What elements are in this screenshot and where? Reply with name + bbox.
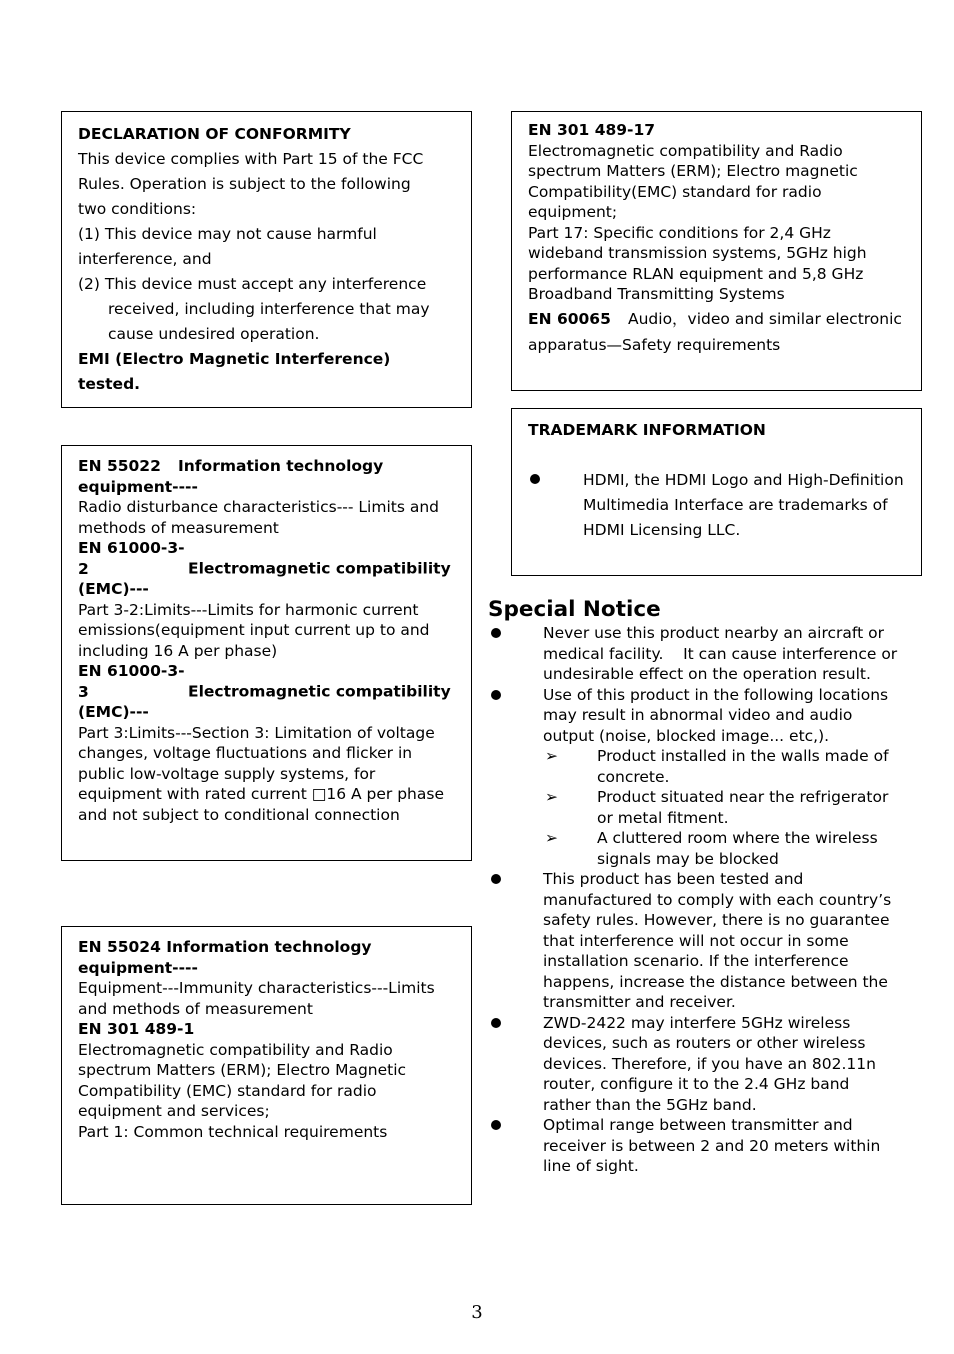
notice-sub-1: Product installed in the walls made of concrete. — [597, 747, 889, 786]
special-notice-list — [488, 623, 898, 1177]
bullet-dot-icon — [488, 1013, 543, 1116]
declaration-condition-2: (2) This device must accept any interference received, including interference that may cause undesired operation. — [78, 275, 430, 343]
en301-489-17-box — [511, 111, 922, 391]
bullet-dot-icon — [528, 468, 583, 543]
declaration-condition-1: (1) This device may not cause harmful interference, and — [78, 225, 377, 268]
en301-489-1-code: EN 301 489-1 — [78, 1020, 195, 1038]
trademark-title: TRADEMARK INFORMATION — [528, 421, 766, 439]
page-number: 3 — [471, 1302, 483, 1323]
notice-item-2: Use of this product in the following locations may result in abnormal video and audio output (noise, blocked image... etc,). — [543, 685, 889, 745]
bullet-dot-icon — [488, 623, 543, 685]
special-notice-title: Special Notice — [488, 597, 661, 622]
declaration-line-1: This device complies with Part 15 of the FCC — [78, 150, 424, 168]
sub-list-item — [543, 828, 898, 869]
en61000-3-3-desc: Part 3:Limits---Section 3: Limitation of voltage changes, voltage fluctuations and flicker in public low-voltage supply systems, for equipment with rated current □16 A per phase and not subject to conditional connection — [78, 723, 444, 824]
en60065-desc: Audio，video and similar electronic apparatus—Safety requirements — [528, 309, 902, 354]
declaration-title: DECLARATION OF CONFORMITY — [78, 125, 351, 143]
trademark-item — [528, 468, 905, 543]
notice-item-4: ZWD-2422 may interfere 5GHz wireless devices, such as routers or other wireless devices. Therefore, if you have an 802.11n router, configure it to the 2.4 GHz band rather than the 5GHz band. — [543, 1013, 876, 1114]
sub-list-item — [543, 746, 898, 787]
en301-489-17-part: Part 17: Specific conditions for 2,4 GHz wideband transmission systems, 5GHz high performance RLAN equipment and 5,8 GHz Broadband Transmitting Systems — [528, 223, 867, 303]
declaration-line-3: two conditions: — [78, 200, 197, 218]
bullet-dot-icon — [488, 1115, 543, 1177]
list-item — [488, 1013, 898, 1116]
notice-item-3: This product has been tested and manufactured to comply with each country’s safety rules. However, there is no guarantee that interference will not occur in some installation scenario. If the interference happens, increase the distance between the transmitter and receiver. — [543, 870, 892, 1011]
en61000-3-3-heading — [78, 661, 455, 723]
en61000-3-2-desc: Part 3-2:Limits---Limits for harmonic current emissions(equipment input current up to and including 16 A per phase) — [78, 600, 430, 660]
en55022-heading — [78, 456, 455, 497]
sub-list-item — [543, 787, 898, 828]
notice-item-1: Never use this product nearby an aircraft or medical facility. It can cause interference or undesirable effect on the operation result. — [543, 624, 898, 683]
en61000-3-2-code: EN 61000-3-2 — [78, 539, 185, 578]
en55022-title: Information technology equipment---- — [78, 457, 384, 496]
list-item — [488, 869, 898, 1013]
list-item — [488, 685, 898, 747]
en55022-desc: Radio disturbance characteristics--- Limits and methods of measurement — [78, 498, 440, 537]
en55022-code: EN 55022 — [78, 457, 161, 475]
arrow-bullet-icon: ➢ — [545, 747, 558, 765]
arrow-bullet-icon: ➢ — [545, 829, 558, 847]
en301-489-1-part: Part 1: Common technical requirements — [78, 1122, 388, 1141]
list-item — [488, 1115, 898, 1177]
declaration-line-2: Rules. Operation is subject to the following — [78, 175, 411, 193]
en61000-3-3-title: Electromagnetic compatibility (EMC)--- — [78, 682, 451, 721]
bullet-dot-icon — [488, 869, 543, 1013]
notice-item-5: Optimal range between transmitter and receiver is between 2 and 20 meters within line of sight. — [543, 1116, 881, 1175]
en301-489-17-code: EN 301 489-17 — [528, 121, 656, 139]
en55024-heading: EN 55024 Information technology equipment---- — [78, 938, 372, 977]
list-item — [488, 623, 898, 685]
emi-tested: EMI (Electro Magnetic Interference) tested. — [78, 350, 391, 393]
en55022-box — [61, 445, 472, 861]
en60065-line — [528, 306, 905, 358]
en61000-3-2-heading — [78, 538, 455, 600]
arrow-bullet-icon: ➢ — [545, 788, 558, 806]
trademark-box — [511, 408, 922, 576]
en301-489-1-desc: Electromagnetic compatibility and Radio spectrum Matters (ERM); Electro Magnetic Compatibility (EMC) standard for radio equipment and services; — [78, 1040, 407, 1120]
en61000-3-3-code: EN 61000-3-3 — [78, 662, 185, 701]
en60065-code: EN 60065 — [528, 309, 611, 328]
bullet-dot-icon — [488, 685, 543, 747]
en55024-desc: Equipment---Immunity characteristics---Limits and methods of measurement — [78, 979, 435, 1018]
en55024-box — [61, 926, 472, 1205]
declaration-box — [61, 111, 472, 408]
trademark-text: HDMI, the HDMI Logo and High-Definition Multimedia Interface are trademarks of HDMI Licensing LLC. — [583, 471, 904, 539]
en301-489-17-desc: Electromagnetic compatibility and Radio spectrum Matters (ERM); Electro magnetic Compatibility(EMC) standard for radio equipment; — [528, 141, 858, 221]
notice-sub-3: A cluttered room where the wireless signals may be blocked — [597, 829, 878, 868]
notice-sub-2: Product situated near the refrigerator or metal fitment. — [597, 788, 889, 827]
en61000-3-2-title: Electromagnetic compatibility (EMC)--- — [78, 559, 451, 598]
